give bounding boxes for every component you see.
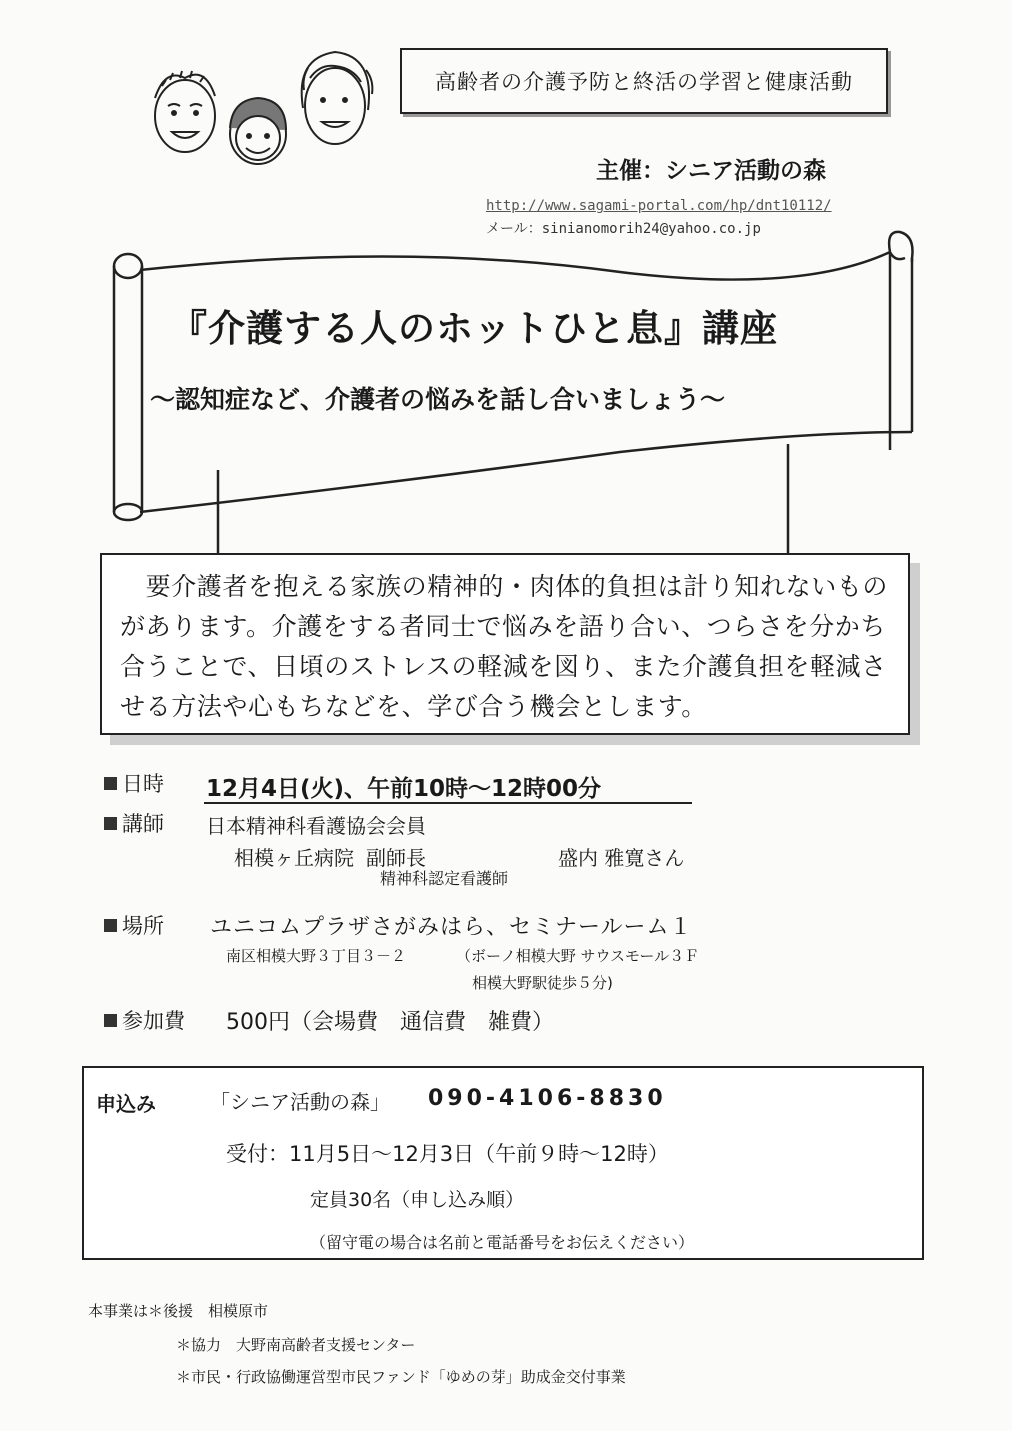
- event-title: 『介護する人のホットひと息』講座: [170, 307, 778, 350]
- three-smiling-faces-icon: [140, 38, 410, 168]
- place-address: 南区相模大野３丁目３－２: [226, 947, 407, 965]
- date-label: 日時: [122, 772, 164, 796]
- description-text: 要介護者を抱える家族の精神的・肉体的負担は計り知れないものがあります。介護をする者同士で悩みを語り合い、つらさを分かち合うことで、日頃のストレスの軽減を図り、また介護負担を軽減させる方法や心もちなどを、学び合う機会とします。: [120, 572, 889, 721]
- voicemail-note: （留守電の場合は名前と電話番号をお伝えください）: [310, 1233, 695, 1252]
- capacity: 定員30名（申し込み順）: [310, 1189, 525, 1211]
- tagline-box: [400, 48, 888, 114]
- footer-support: 本事業は＊後援 相模原市: [88, 1302, 269, 1320]
- email-address[interactable]: メール：sinianomorih24@yahoo.co.jp: [486, 221, 761, 237]
- date-underline: [204, 802, 692, 804]
- place-label: 場所: [122, 914, 164, 938]
- lecturer-name: 盛内 雅寛さん: [558, 846, 685, 870]
- application-label: 申込み: [96, 1092, 156, 1116]
- lecturer-hospital: 相模ヶ丘病院: [234, 846, 354, 870]
- square-bullet-icon: [104, 817, 117, 830]
- reception-period: 受付：11月5日～12月3日（午前９時～12時）: [226, 1142, 669, 1166]
- website-link[interactable]: http://www.sagami-portal.com/hp/dnt10112/: [486, 198, 832, 214]
- fee-label: 参加費: [122, 1009, 185, 1033]
- application-organizer: 「シニア活動の森」: [210, 1090, 390, 1114]
- fee-label-row: [104, 1005, 185, 1035]
- square-bullet-icon: [104, 919, 117, 932]
- place-label-row: [104, 910, 164, 940]
- lecturer-organization: 日本精神科看護協会会員: [206, 814, 426, 838]
- footer-cooperation: ＊協力 大野南高齢者支援センター: [176, 1336, 416, 1354]
- square-bullet-icon: [104, 1014, 117, 1027]
- place-value: ユニコムプラザさがみはら、セミナールーム１: [210, 915, 693, 940]
- place-building: （ボーノ相模大野 サウスモール３Ｆ: [456, 947, 700, 965]
- fee-value: 500円（会場費 通信費 雑費）: [226, 1010, 554, 1035]
- lecturer-certification: 精神科認定看護師: [380, 869, 509, 888]
- description-box: [100, 553, 910, 735]
- date-label-row: [104, 768, 164, 798]
- lecturer-label: 講師: [122, 812, 164, 836]
- tagline: 高齢者の介護予防と終活の学習と健康活動: [435, 70, 853, 94]
- application-phone[interactable]: 090-4106-8830: [428, 1086, 667, 1111]
- lecturer-label-row: [104, 808, 164, 838]
- square-bullet-icon: [104, 777, 117, 790]
- lecturer-position: 副師長: [366, 846, 426, 870]
- organizer: 主催：シニア活動の森: [596, 158, 826, 184]
- place-walk-distance: 相模大野駅徒歩５分): [472, 974, 613, 992]
- event-subtitle: ～認知症など、介護者の悩みを話し合いましょう～: [150, 385, 726, 414]
- date-value: 12月4日(火)、午前10時～12時00分: [206, 776, 602, 802]
- footer-grant: ＊市民・行政協働運営型市民ファンド「ゆめの芽」助成金交付事業: [176, 1368, 626, 1386]
